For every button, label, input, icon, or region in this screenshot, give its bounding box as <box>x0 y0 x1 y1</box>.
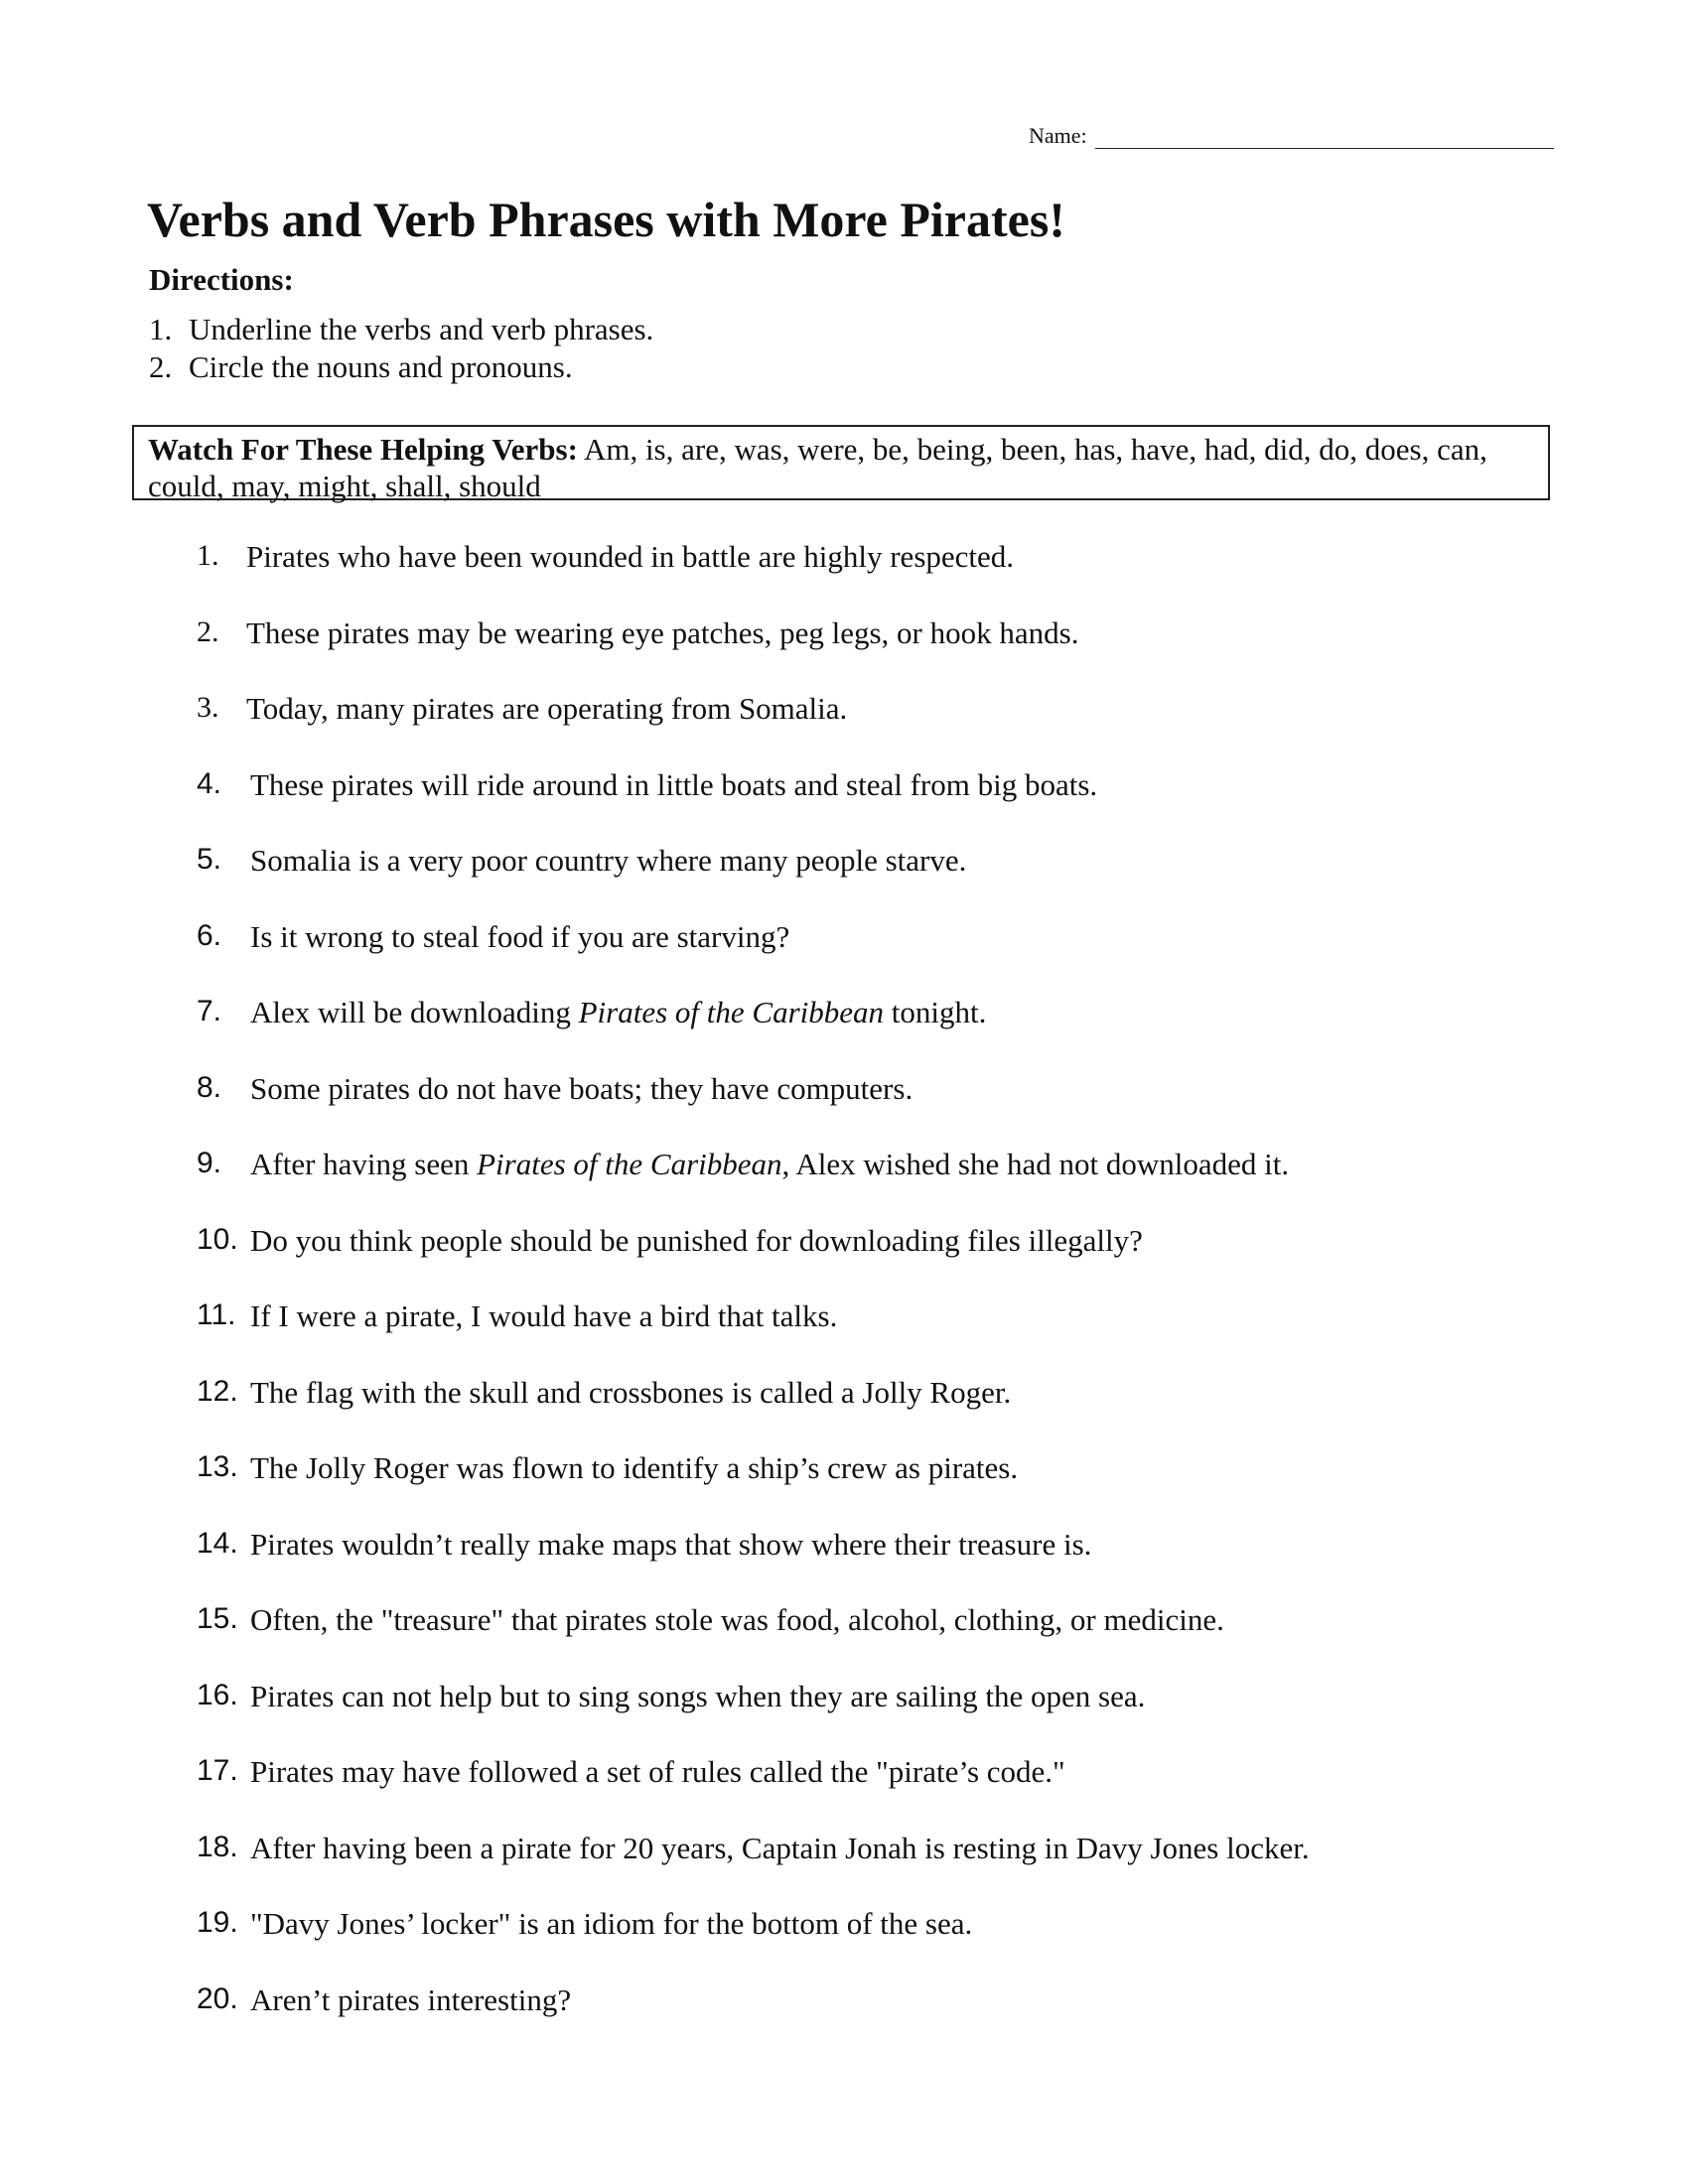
directions-list <box>149 311 653 386</box>
sentence-number: 8. <box>197 1070 222 1104</box>
sentence-number: 1. <box>197 539 219 572</box>
sentence-text <box>250 1602 1224 1638</box>
sentence-item <box>197 843 1310 919</box>
sentence-fragment: Pirates wouldn’t really make maps that show where their treasure is. <box>250 1526 1092 1562</box>
sentence-item <box>197 767 1310 844</box>
sentence-number: 19. <box>197 1906 238 1939</box>
sentence-text <box>250 919 789 955</box>
sentence-text <box>250 767 1097 803</box>
sentence-fragment: Often, the "treasure" that pirates stole was food, alcohol, clothing, or medicine. <box>250 1602 1224 1637</box>
sentence-text <box>250 1298 837 1334</box>
sentence-text <box>250 1906 972 1942</box>
sentence-item <box>197 1602 1310 1679</box>
sentence-text <box>250 1375 1011 1411</box>
sentence-number: 6. <box>197 918 222 952</box>
sentence-number: 11. <box>197 1298 236 1331</box>
sentence-item <box>197 1450 1310 1527</box>
sentence-text <box>250 1450 1018 1486</box>
sentence-item <box>197 1223 1310 1299</box>
sentence-fragment: Somalia is a very poor country where many people starve. <box>250 843 967 878</box>
sentence-number: 2. <box>197 614 219 648</box>
sentence-number: 15. <box>197 1602 238 1635</box>
sentence-fragment: tonight. <box>884 995 987 1029</box>
sentence-fragment: Aren’t pirates interesting? <box>250 1981 572 2017</box>
sentence-text <box>250 1982 571 2018</box>
sentence-text <box>250 1223 1143 1259</box>
sentence-number: 13. <box>197 1450 238 1483</box>
sentence-text <box>250 843 966 879</box>
sentence-number: 7. <box>197 995 222 1027</box>
sentence-fragment: , Alex wished she had not downloaded it. <box>781 1147 1290 1181</box>
sentence-number: 10. <box>197 1222 238 1256</box>
sentence-fragment: After having seen <box>250 1147 478 1181</box>
sentence-item <box>197 1906 1310 1982</box>
sentence-fragment: Today, many pirates are operating from Somalia. <box>246 691 848 726</box>
sentence-fragment: Pirates who have been wounded in battle are highly respected. <box>246 539 1015 574</box>
direction-number: 2. <box>149 349 173 384</box>
sentence-number: 9. <box>197 1147 222 1179</box>
sentence-number: 16. <box>197 1678 238 1711</box>
helping-verbs-label: Watch For These Helping Verbs: <box>148 432 578 467</box>
sentence-number: 20. <box>197 1981 238 2015</box>
sentence-item <box>197 1754 1310 1831</box>
sentence-fragment: These pirates may be wearing eye patches, peg legs, or hook hands. <box>246 614 1079 650</box>
direction-item <box>149 348 653 386</box>
italic-title: Pirates of the Caribbean <box>578 995 885 1029</box>
sentence-number: 5. <box>197 843 222 876</box>
sentence-fragment: After having been a pirate for 20 years, Captain Jonah is resting in Davy Jones locker. <box>250 1830 1310 1865</box>
sentence-item <box>197 1147 1310 1223</box>
name-field[interactable] <box>1029 123 1554 149</box>
sentence-text <box>246 691 847 727</box>
sentence-item <box>197 1375 1310 1451</box>
sentence-number: 12. <box>197 1374 238 1408</box>
direction-text: Circle the nouns and pronouns. <box>189 349 573 384</box>
sentence-item <box>197 1679 1310 1755</box>
sentence-fragment: Do you think people should be punished for downloading files illegally? <box>250 1222 1143 1258</box>
helping-verbs-box <box>132 425 1550 503</box>
sentence-text <box>250 995 986 1030</box>
sentence-fragment: Alex will be downloading <box>250 995 579 1029</box>
sentence-text <box>250 1831 1310 1866</box>
sentence-number: 18. <box>197 1830 238 1863</box>
sentence-item <box>197 1298 1310 1375</box>
sentence-item <box>197 691 1310 767</box>
sentence-item <box>197 919 1310 996</box>
sentence-item <box>197 615 1310 692</box>
sentence-text <box>250 1071 913 1107</box>
sentence-fragment: The flag with the skull and crossbones is called a Jolly Roger. <box>250 1374 1012 1410</box>
sentence-item <box>197 1831 1310 1907</box>
sentence-list <box>197 539 1310 2058</box>
page-title: Verbs and Verb Phrases with More Pirates! <box>147 192 1065 247</box>
direction-number: 1. <box>149 312 173 346</box>
direction-text: Underline the verbs and verb phrases. <box>189 312 654 346</box>
sentence-fragment: The Jolly Roger was flown to identify a ship’s crew as pirates. <box>250 1450 1019 1485</box>
italic-title: Pirates of the Caribbean <box>477 1147 782 1181</box>
sentence-text <box>250 1147 1289 1182</box>
sentence-item <box>197 1527 1310 1603</box>
sentence-number: 17. <box>197 1754 238 1787</box>
sentence-number: 4. <box>197 766 222 800</box>
sentence-text <box>250 1679 1145 1714</box>
name-blank-line[interactable] <box>1095 126 1554 149</box>
sentence-fragment: Pirates may have followed a set of rules called the "pirate’s code." <box>250 1754 1065 1789</box>
sentence-number: 3. <box>197 691 219 724</box>
sentence-fragment: Some pirates do not have boats; they have computers. <box>250 1070 914 1106</box>
directions-heading: Directions: <box>149 262 294 297</box>
sentence-fragment: These pirates will ride around in little boats and steal from big boats. <box>250 766 1098 802</box>
helping-verbs-list: Am, is, are, was, were, be, being, been, has, have, had, did, do, does, can, could, may, might, shall, should <box>148 432 1487 503</box>
sentence-text <box>246 615 1078 651</box>
name-label: Name: <box>1029 123 1087 148</box>
sentence-number: 14. <box>197 1526 238 1560</box>
sentence-fragment: Is it wrong to steal food if you are starving? <box>250 918 790 954</box>
sentence-item <box>197 1982 1310 2059</box>
sentence-fragment: Pirates can not help but to sing songs when they are sailing the open sea. <box>250 1678 1146 1713</box>
sentence-text <box>250 1527 1091 1563</box>
direction-item <box>149 311 653 348</box>
sentence-item <box>197 1071 1310 1148</box>
sentence-fragment: If I were a pirate, I would have a bird that talks. <box>250 1298 838 1333</box>
sentence-item <box>197 995 1310 1071</box>
sentence-item <box>197 539 1310 615</box>
sentence-fragment: "Davy Jones’ locker" is an idiom for the bottom of the sea. <box>250 1906 973 1941</box>
sentence-text <box>250 1754 1065 1790</box>
sentence-text <box>246 539 1014 575</box>
